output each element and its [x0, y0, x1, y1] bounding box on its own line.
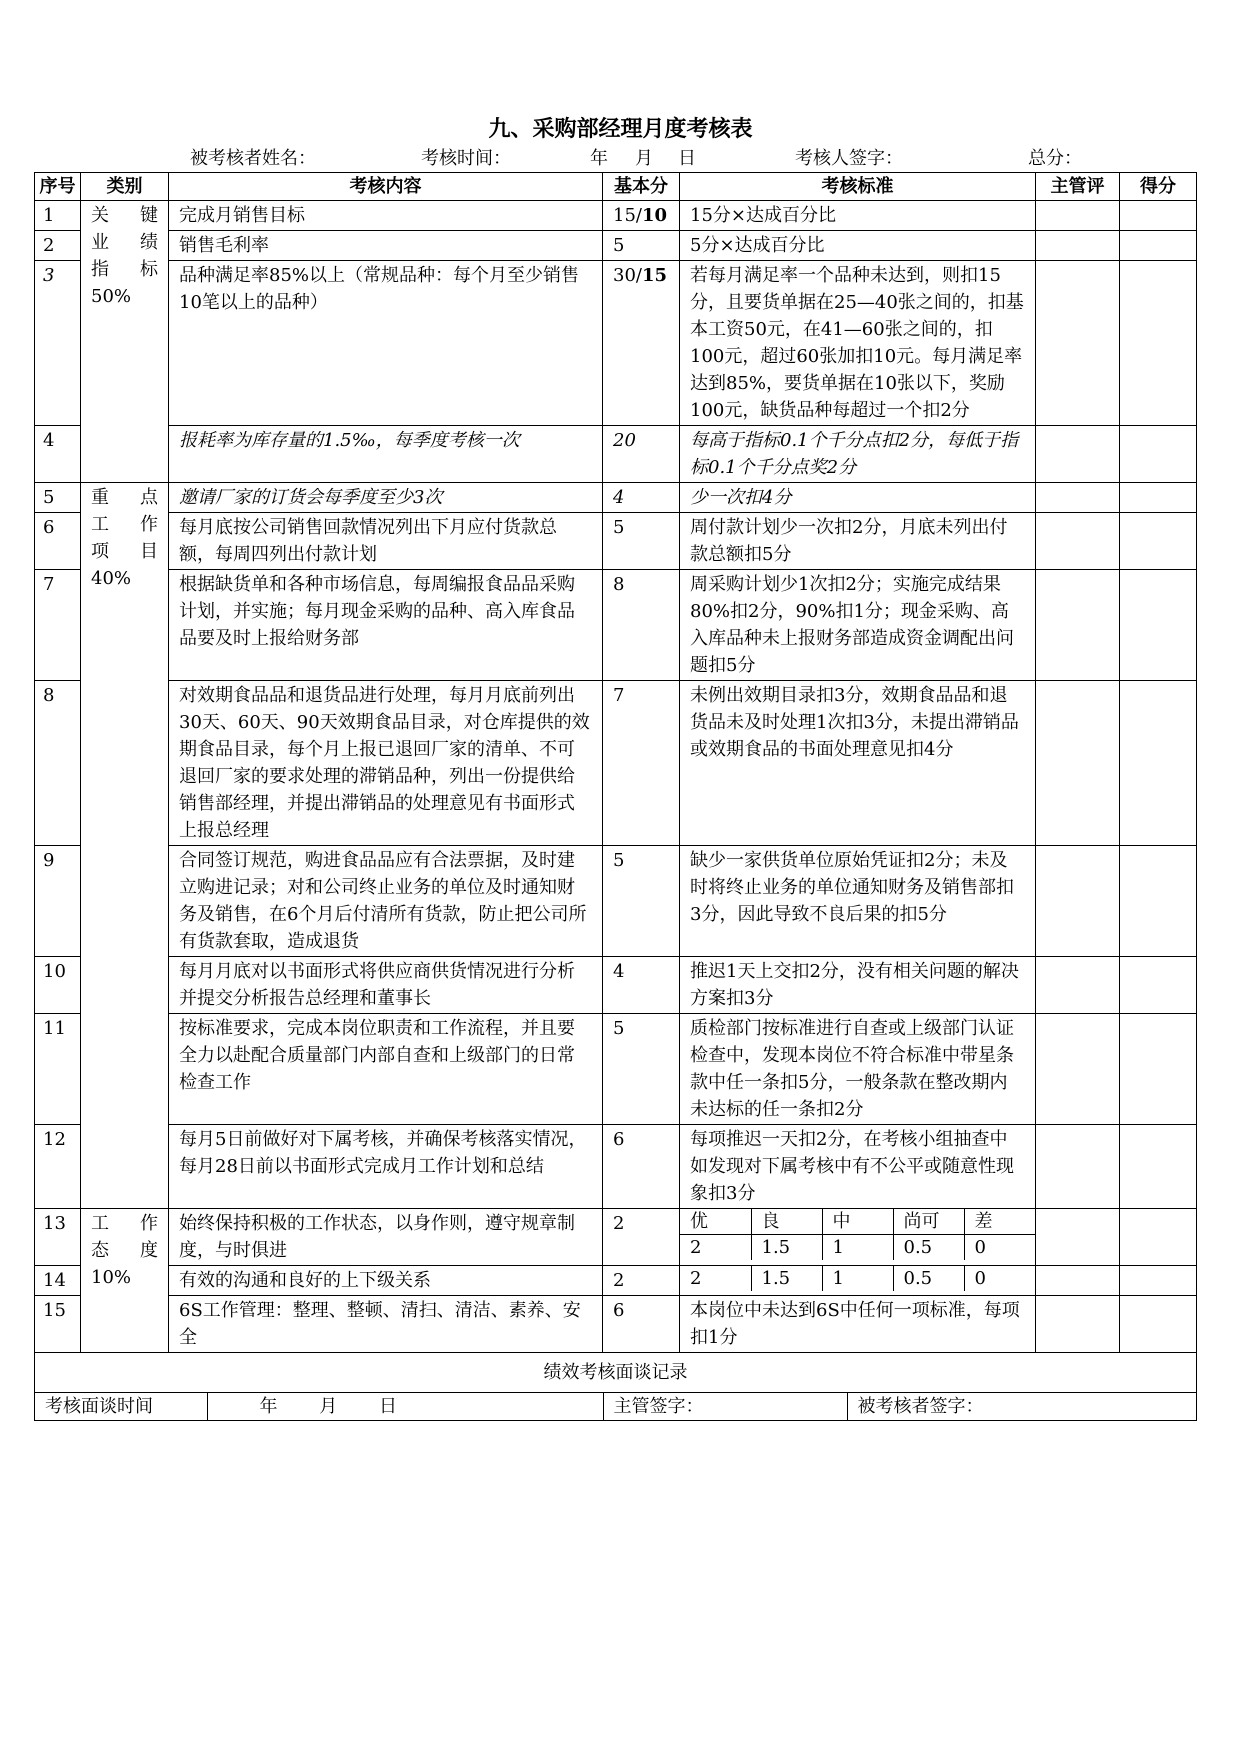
supervisor-cell[interactable] [1036, 426, 1120, 483]
base-cell: 5 [603, 846, 680, 957]
table-row [35, 483, 1197, 513]
standard-cell: 每高于指标0.1个千分点扣2分，每低于指标0.1个千分点奖2分 [680, 426, 1036, 483]
grade-value: 2 [680, 1235, 751, 1261]
content-cell: 按标准要求，完成本岗位职责和工作流程，并且要全力以赴配合质量部门内部自查和上级部门的日常检查工作 [169, 1014, 603, 1125]
score-cell[interactable] [1120, 426, 1197, 483]
content-cell: 完成月销售目标 [169, 201, 603, 231]
header-base: 基本分 [603, 173, 680, 201]
grade-value: 0 [964, 1266, 1035, 1291]
standard-cell: 未例出效期目录扣3分，效期食品品和退货品未及时处理1次扣3分，未提出滞销品或效期食品的书面处理意见扣4分 [680, 681, 1036, 846]
seq-cell: 9 [35, 846, 81, 957]
table-row [35, 1266, 1197, 1296]
base-value: 15/ [613, 205, 642, 226]
grade-value: 2 [680, 1266, 751, 1291]
grade-label: 中 [822, 1209, 893, 1235]
score-cell[interactable] [1120, 957, 1197, 1014]
header-content: 考核内容 [169, 173, 603, 201]
header-score: 得分 [1120, 173, 1197, 201]
table-row [35, 1014, 1197, 1125]
score-cell[interactable] [1120, 1125, 1197, 1209]
supervisor-cell[interactable] [1036, 957, 1120, 1014]
base-cell: 4 [603, 957, 680, 1014]
total-score-label: 总分： [1028, 148, 1082, 169]
seq-cell: 7 [35, 570, 81, 681]
content-cell: 销售毛利率 [169, 231, 603, 261]
cat-char: 作 [140, 1213, 158, 1234]
grade-value: 1 [822, 1266, 893, 1291]
assessee-name-label: 被考核者姓名： [190, 148, 316, 169]
cat-char: 键 [140, 205, 158, 226]
content-cell: 对效期食品品和退货品进行处理，每月月底前列出30天、60天、90天效期食品目录，对仓库提供的效期食品目录，每个月上报已退回厂家的清单、不可退回厂家的要求处理的滞销品种，列出一份提供给销售部经理，并提出滞销品的处理意见有书面形式上报总经理 [169, 681, 603, 846]
grade-label: 差 [964, 1209, 1035, 1235]
supervisor-cell[interactable] [1036, 1014, 1120, 1125]
score-cell[interactable] [1120, 1266, 1197, 1296]
interview-date-field[interactable] [207, 1393, 603, 1420]
base-cell: 2 [603, 1209, 680, 1266]
base-cell [603, 261, 680, 426]
score-cell[interactable] [1120, 1209, 1197, 1266]
header-row [35, 173, 1197, 201]
assessment-table [34, 172, 1197, 1421]
standard-cell: 若每月满足率一个品种未达到，则扣15分，且要货单据在25—40张之间的，扣基本工资50元，在41—60张之间的，扣100元，超过60张加扣10元。每月满足率达到85%，要货单据在10张以下，奖励100元，缺货品种每超过一个扣2分 [680, 261, 1036, 426]
grade-value: 0.5 [893, 1266, 964, 1291]
interview-fields [35, 1393, 1197, 1421]
content-cell: 始终保持积极的工作状态，以身作则，遵守规章制度，与时俱进 [169, 1209, 603, 1266]
grade-value: 1.5 [751, 1266, 822, 1291]
seq-cell: 12 [35, 1125, 81, 1209]
base-cell: 20 [603, 426, 680, 483]
seq-cell: 1 [35, 201, 81, 231]
table-row [35, 426, 1197, 483]
score-cell[interactable] [1120, 846, 1197, 957]
table-row [35, 957, 1197, 1014]
interview-time-label: 考核面谈时间 [35, 1393, 207, 1420]
content-cell: 邀请厂家的订货会每季度至少3次 [169, 483, 603, 513]
cat-char: 指 [91, 259, 109, 280]
content-cell: 每月底按公司销售回款情况列出下月应付货款总额，每周四列出付款计划 [169, 513, 603, 570]
supervisor-cell[interactable] [1036, 1209, 1120, 1266]
supervisor-cell[interactable] [1036, 483, 1120, 513]
interview-day: 日 [378, 1396, 397, 1417]
content-cell: 报耗率为库存量的1.5‰，每季度考核一次 [169, 426, 603, 483]
grade-value: 1.5 [751, 1235, 822, 1261]
interview-title-row [35, 1353, 1197, 1393]
grade-scale [680, 1209, 1036, 1266]
grade-scale [680, 1266, 1036, 1296]
supervisor-cell[interactable] [1036, 1296, 1120, 1353]
content-cell: 根据缺货单和各种市场信息，每周编报食品品采购计划，并实施；每月现金采购的品种、高入库食品品要及时上报给财务部 [169, 570, 603, 681]
score-cell[interactable] [1120, 261, 1197, 426]
table-row [35, 201, 1197, 231]
standard-cell: 每项推迟一天扣2分，在考核小组抽查中如发现对下属考核中有不公平或随意性现象扣3分 [680, 1125, 1036, 1209]
content-cell: 合同签订规范，购进食品品应有合法票据，及时建立购进记录；对和公司终止业务的单位及时通知财务及销售，在6个月后付清所有货款，防止把公司所有货款套取，造成退货 [169, 846, 603, 957]
cat-char: 工 [91, 514, 109, 535]
standard-cell: 5分×达成百分比 [680, 231, 1036, 261]
seq-cell: 6 [35, 513, 81, 570]
score-cell[interactable] [1120, 231, 1197, 261]
score-cell[interactable] [1120, 1014, 1197, 1125]
standard-cell: 本岗位中未达到6S中任何一项标准，每项扣1分 [680, 1296, 1036, 1353]
seq-cell: 3 [35, 261, 81, 426]
supervisor-cell[interactable] [1036, 570, 1120, 681]
standard-cell: 少一次扣4分 [680, 483, 1036, 513]
table-row [35, 1296, 1197, 1353]
base-cell: 2 [603, 1266, 680, 1296]
cat-char: 度 [140, 1240, 158, 1261]
grade-label: 尚可 [893, 1209, 964, 1235]
category-attitude [81, 1209, 169, 1353]
base-cell: 6 [603, 1296, 680, 1353]
table-row [35, 570, 1197, 681]
standard-cell: 周采购计划少1次扣2分；实施完成结果80%扣2分，90%扣1分；现金采购、高入库品种未上报财务部造成资金调配出问题扣5分 [680, 570, 1036, 681]
meta-day: 日 [678, 148, 696, 169]
cat-char: 态 [91, 1240, 109, 1261]
assessee-sign-field[interactable]: 被考核者签字： [847, 1393, 1197, 1420]
content-cell: 每月月底对以书面形式将供应商供货情况进行分析并提交分析报告总经理和董事长 [169, 957, 603, 1014]
table-row [35, 513, 1197, 570]
cat-char: 工 [91, 1213, 109, 1234]
score-cell[interactable] [1120, 681, 1197, 846]
assessment-time-label: 考核时间： [421, 148, 511, 169]
cat-char: 标 [140, 259, 158, 280]
interview-month: 月 [319, 1396, 338, 1417]
supervisor-cell[interactable] [1036, 1266, 1120, 1296]
score-cell[interactable] [1120, 1296, 1197, 1353]
base-value-alt: 15 [641, 265, 668, 286]
supervisor-cell[interactable] [1036, 846, 1120, 957]
content-cell: 6S工作管理：整理、整顿、清扫、清洁、素养、安全 [169, 1296, 603, 1353]
meta-month: 月 [635, 148, 653, 169]
assessor-sign-label: 考核人签字： [795, 148, 903, 169]
grade-label: 优 [680, 1209, 751, 1235]
supervisor-cell[interactable] [1036, 231, 1120, 261]
meta-year: 年 [590, 148, 608, 169]
standard-cell: 周付款计划少一次扣2分，月底未列出付款总额扣5分 [680, 513, 1036, 570]
page-title: 九、采购部经理月度考核表 [488, 116, 753, 142]
standard-cell: 15分×达成百分比 [680, 201, 1036, 231]
grade-value: 0 [964, 1235, 1035, 1261]
interview-title: 绩效考核面谈记录 [35, 1353, 1197, 1393]
base-cell: 5 [603, 513, 680, 570]
supervisor-cell[interactable] [1036, 681, 1120, 846]
base-cell: 6 [603, 1125, 680, 1209]
supervisor-cell[interactable] [1036, 201, 1120, 231]
content-cell: 有效的沟通和良好的上下级关系 [169, 1266, 603, 1296]
header-supervisor: 主管评 [1036, 173, 1120, 201]
seq-cell: 4 [35, 426, 81, 483]
cat-weight: 50% [91, 286, 132, 307]
cat-char: 绩 [140, 232, 158, 253]
standard-cell: 推迟1天上交扣2分，没有相关问题的解决方案扣3分 [680, 957, 1036, 1014]
seq-cell: 11 [35, 1014, 81, 1125]
table-row [35, 846, 1197, 957]
seq-cell: 13 [35, 1209, 81, 1266]
category-key-work [81, 483, 169, 1209]
grade-label: 良 [751, 1209, 822, 1235]
table-row [35, 1125, 1197, 1209]
seq-cell: 5 [35, 483, 81, 513]
cat-weight: 10% [91, 1267, 132, 1288]
standard-cell: 缺少一家供货单位原始凭证扣2分；未及时将终止业务的单位通知财务及销售部扣3分，因此导致不良后果的扣5分 [680, 846, 1036, 957]
cat-char: 目 [140, 541, 158, 562]
base-cell: 5 [603, 231, 680, 261]
grade-value: 1 [822, 1235, 893, 1261]
seq-cell: 10 [35, 957, 81, 1014]
cat-char: 业 [91, 232, 109, 253]
base-cell: 8 [603, 570, 680, 681]
grade-value: 0.5 [893, 1235, 964, 1261]
content-cell: 每月5日前做好对下属考核，并确保考核落实情况，每月28日前以书面形式完成月工作计划和总结 [169, 1125, 603, 1209]
score-cell[interactable] [1120, 201, 1197, 231]
supervisor-cell[interactable] [1036, 513, 1120, 570]
header-standard: 考核标准 [680, 173, 1036, 201]
supervisor-cell[interactable] [1036, 261, 1120, 426]
base-cell: 4 [603, 483, 680, 513]
interview-row [35, 1393, 1197, 1421]
base-value-alt: 10 [641, 205, 668, 226]
header-seq: 序号 [35, 173, 81, 201]
base-cell [603, 201, 680, 231]
supervisor-cell[interactable] [1036, 1125, 1120, 1209]
score-cell[interactable] [1120, 513, 1197, 570]
base-value: 30/ [613, 265, 642, 286]
table-row [35, 261, 1197, 426]
supervisor-sign-field[interactable]: 主管签字： [603, 1393, 847, 1420]
cat-weight: 40% [91, 568, 132, 589]
seq-cell: 15 [35, 1296, 81, 1353]
seq-cell: 2 [35, 231, 81, 261]
cat-char: 点 [140, 487, 158, 508]
cat-char: 重 [91, 487, 109, 508]
cat-char: 关 [91, 205, 109, 226]
header-category: 类别 [81, 173, 169, 201]
category-kpi [81, 201, 169, 483]
score-cell[interactable] [1120, 570, 1197, 681]
table-row [35, 1209, 1197, 1266]
seq-cell: 8 [35, 681, 81, 846]
cat-char: 项 [91, 541, 109, 562]
score-cell[interactable] [1120, 483, 1197, 513]
base-cell: 5 [603, 1014, 680, 1125]
cat-char: 作 [140, 514, 158, 535]
base-cell: 7 [603, 681, 680, 846]
table-row [35, 231, 1197, 261]
seq-cell: 14 [35, 1266, 81, 1296]
table-row [35, 681, 1197, 846]
standard-cell: 质检部门按标准进行自查或上级部门认证检查中，发现本岗位不符合标准中带星条款中任一条扣5分，一般条款在整改期内未达标的任一条扣2分 [680, 1014, 1036, 1125]
content-cell: 品种满足率85%以上（常规品种：每个月至少销售10笔以上的品种） [169, 261, 603, 426]
interview-year: 年 [259, 1396, 278, 1417]
